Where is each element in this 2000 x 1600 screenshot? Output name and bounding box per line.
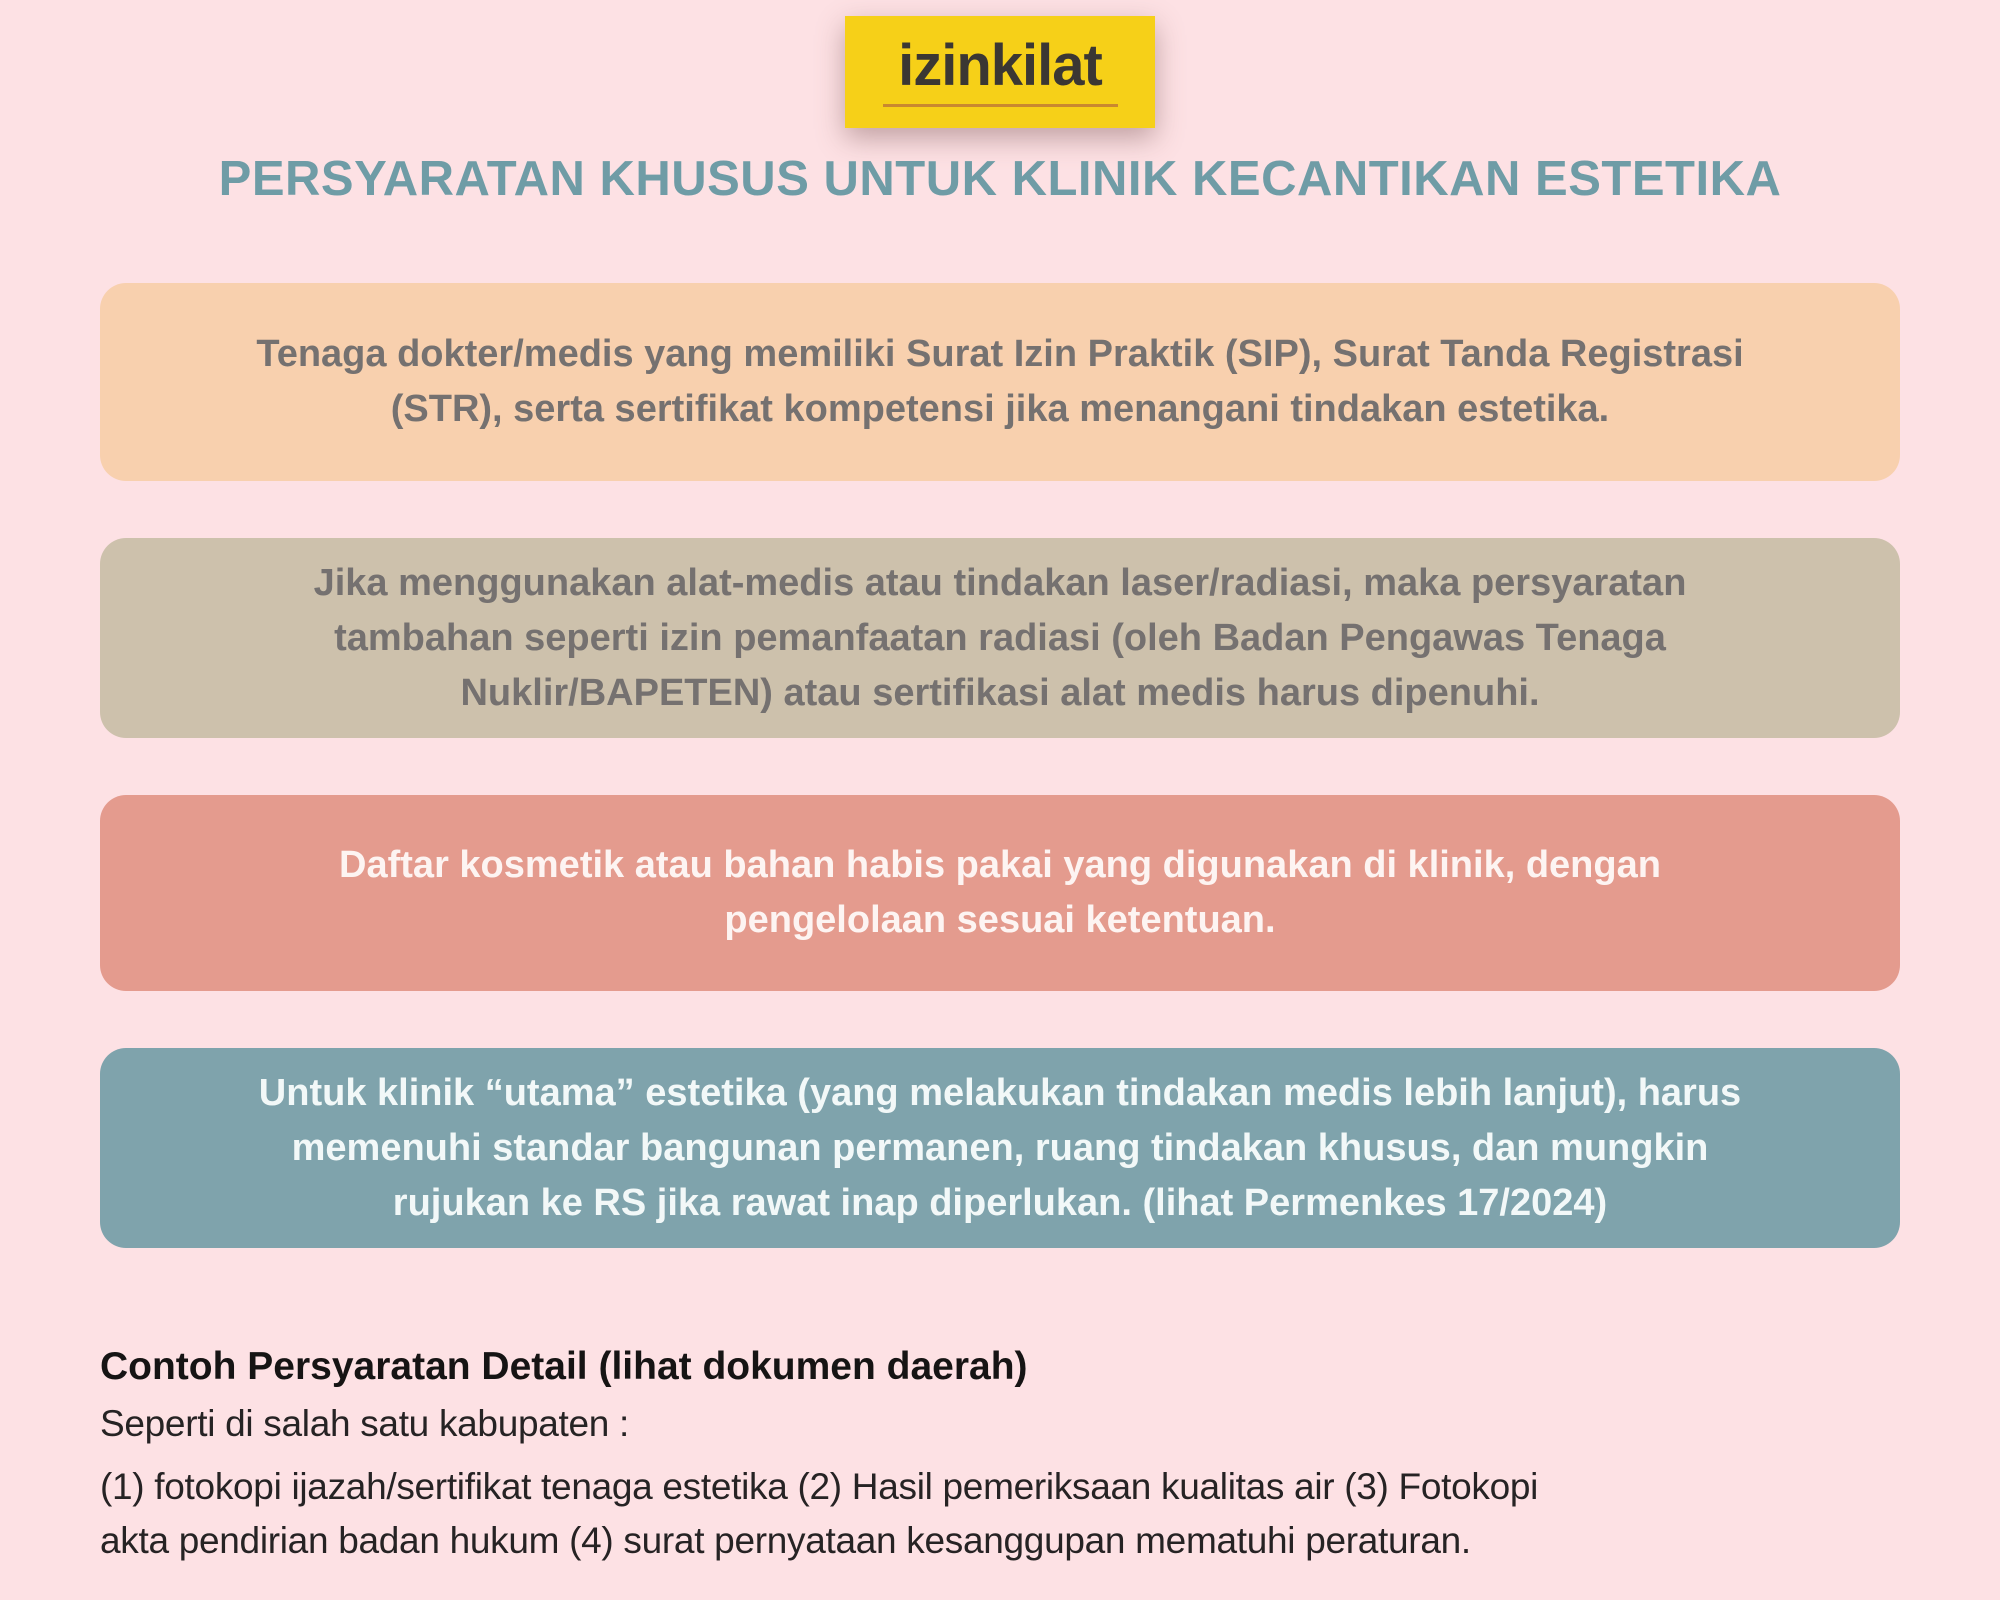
card-text-line: (STR), serta sertifikat kompetensi jika menangani tindakan estetika. (390, 388, 1610, 430)
card-text-line: Jika menggunakan alat-medis atau tindakan laser/radiasi, maka persyaratan (313, 561, 1687, 604)
footer-item-line: akta pendirian badan hukum (4) surat pernyataan kesanggupan mematuhi peraturan. (100, 1520, 1471, 1561)
page-title: PERSYARATAN KHUSUS UNTUK KLINIK KECANTIKAN ESTETIKA (218, 152, 1782, 206)
card-klinik-utama (100, 1048, 1900, 1248)
card-text-line: Untuk klinik “utama” estetika (yang melakukan tindakan medis lebih lanjut), harus (258, 1071, 1742, 1114)
logo-underline (883, 104, 1118, 107)
logo-row (0, 0, 2000, 128)
footer-subheading: Seperti di salah satu kabupaten : (100, 1403, 630, 1444)
card-text-line: rujukan ke RS jika rawat inap diperlukan. (lihat Permenkes 17/2024) (392, 1181, 1608, 1224)
logo-wordmark: izinkilat (898, 33, 1102, 98)
card-text-line: tambahan seperti izin pemanfaatan radiasi (oleh Badan Pengawas Tenaga (334, 616, 1666, 659)
footer-item-line: (1) fotokopi ijazah/sertifikat tenaga estetika (2) Hasil pemeriksaan kualitas air (3) Fotokopi (100, 1466, 1539, 1507)
card-daftar-kosmetik (100, 795, 1900, 991)
card-alat-medis-radiasi (100, 538, 1900, 738)
izinkilat-logo (845, 16, 1155, 128)
card-text-line: Tenaga dokter/medis yang memiliki Surat Izin Praktik (SIP), Surat Tanda Registrasi (256, 333, 1744, 375)
card-text-line: Nuklir/BAPETEN) atau sertifikasi alat medis harus dipenuhi. (460, 671, 1540, 714)
card-text-line: memenuhi standar bangunan permanen, ruang tindakan khusus, dan mungkin (291, 1126, 1709, 1169)
footer-heading: Contoh Persyaratan Detail (lihat dokumen daerah) (100, 1345, 1028, 1388)
card-text-line: pengelolaan sesuai ketentuan. (724, 899, 1276, 941)
card-tenaga-medis (100, 283, 1900, 481)
card-text-line: Daftar kosmetik atau bahan habis pakai yang digunakan di klinik, dengan (339, 844, 1661, 886)
requirements-list (100, 283, 1900, 1248)
footer-item-list (100, 1460, 2000, 1568)
footer-notes (100, 1338, 2000, 1568)
